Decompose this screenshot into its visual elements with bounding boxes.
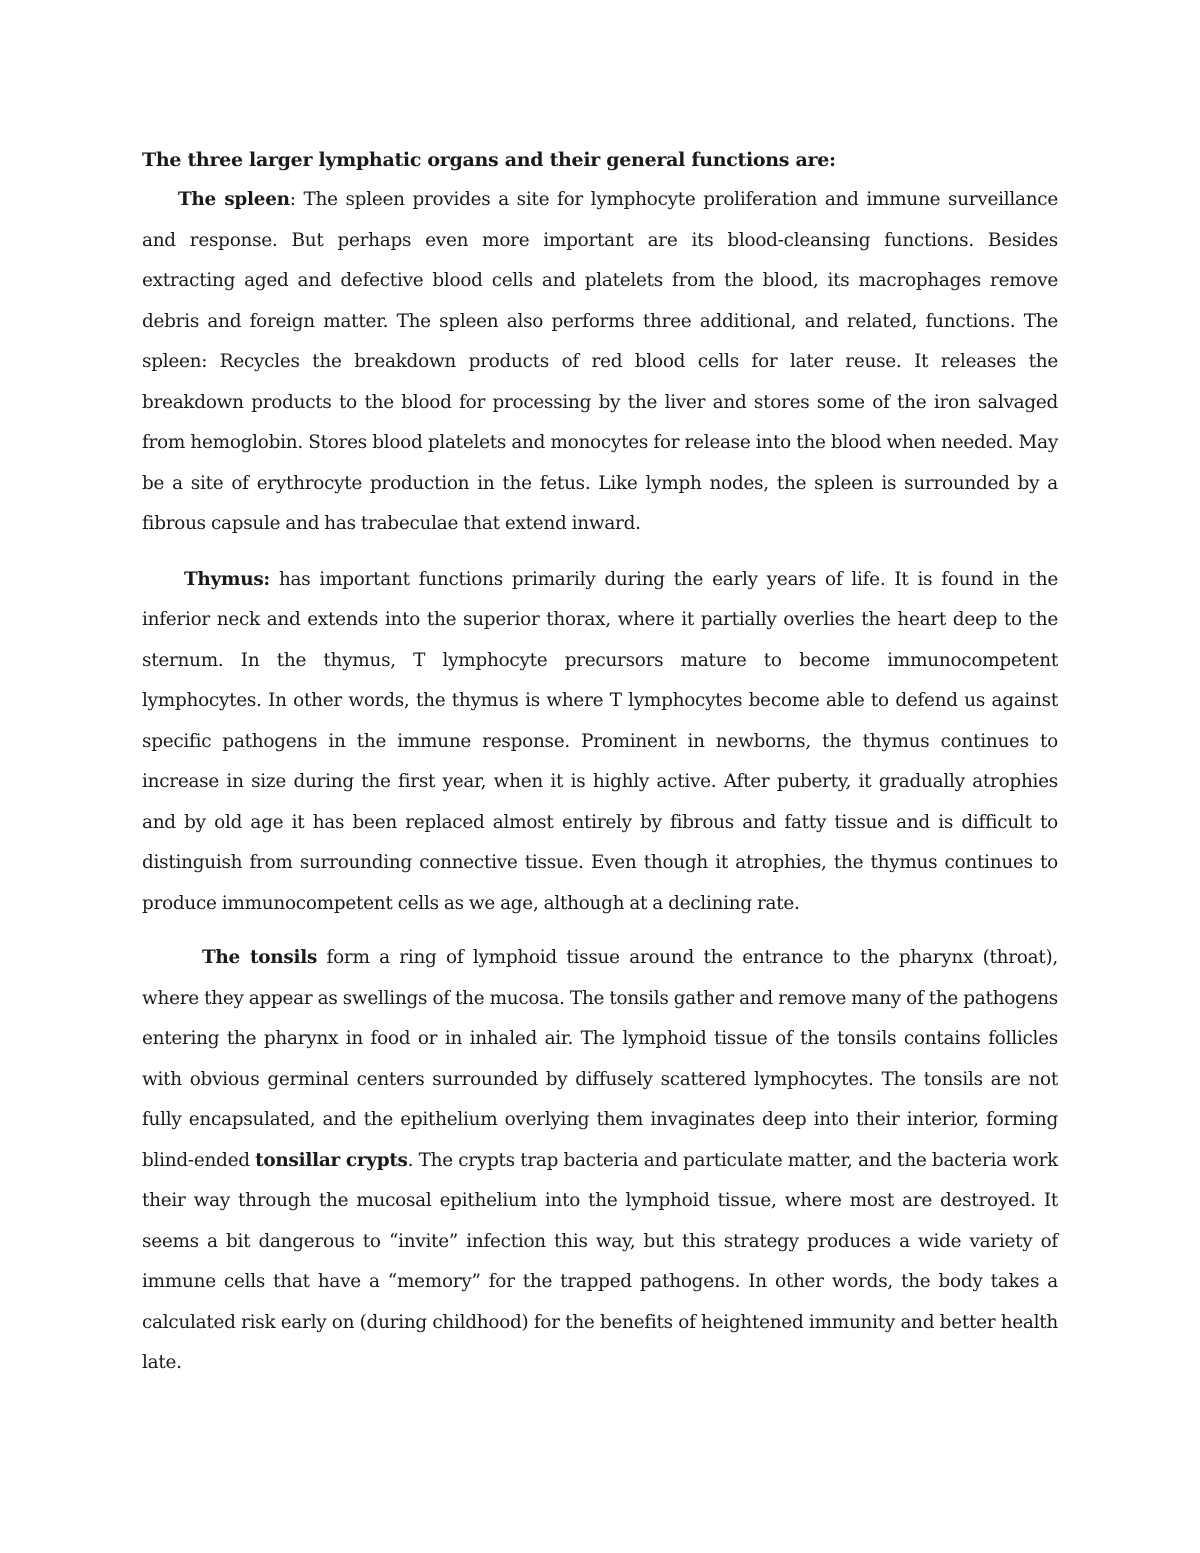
thymus-text: has important functions primarily during the early years of life. It is found in the inferior neck and extends into the superior thorax, where it partially overlies the heart deep to the sternum. In the thymus, T lymphocyte precursors mature to become immunocompetent lymphocytes. In other words, the thymus is where T lymphocytes become able to defend us against specific pathogens in the immune response. Prominent in newborns, the thymus continues to increase in size during the first year, when it is highly active. After puberty, it gradually atrophies and by old age it has been replaced almost entirely by fibrous and fatty tissue and is difficult to distinguish from surrounding connective tissue. Even though it atrophies, the thymus continues to produce immunocompetent cells as we age, although at a declining rate. bbox=[142, 568, 1058, 914]
spleen-term: The spleen bbox=[178, 189, 290, 210]
spleen-paragraph bbox=[142, 180, 1058, 545]
spleen-text: : The spleen provides a site for lymphocyte proliferation and immune surveillance and response. But perhaps even more important are its blood-cleansing functions. Besides extracting aged and defective blood cells and platelets from the blood, its macrophages remove debris and foreign matter. The spleen also performs three additional, and related, functions. The spleen: Recycles the breakdown products of red blood cells for later reuse. It releases the breakdown products to the blood for processing by the liver and stores some of the iron salvaged from hemoglobin. Stores blood platelets and monocytes for release into the blood when needed. May be a site of erythrocyte production in the fetus. Like lymph nodes, the spleen is surrounded by a fibrous capsule and has trabeculae that extend inward. bbox=[142, 189, 1058, 534]
tonsils-text-2: . The crypts trap bacteria and particulate matter, and the bacteria work their way through the mucosal epithelium into the lymphoid tissue, where most are destroyed. It seems a bit dangerous to “invite” infection this way, but this strategy produces a wide variety of immune cells that have a “memory” for the trapped pathogens. In other words, the body takes a calculated risk early on (during childhood) for the benefits of heightened immunity and better health late. bbox=[142, 1149, 1059, 1373]
thymus-paragraph bbox=[142, 560, 1058, 925]
tonsils-term: The tonsils bbox=[202, 947, 318, 968]
tonsils-paragraph bbox=[142, 938, 1058, 1384]
tonsils-text-1: form a ring of lymphoid tissue around the entrance to the pharynx (throat), where they appear as swellings of the mucosa. The tonsils gather and remove many of the pathogens entering the pharynx in food or in inhaled air. The lymphoid tissue of the tonsils contains follicles with obvious germinal centers surrounded by diffusely scattered lymphocytes. The tonsils are not fully encapsulated, and the epithelium overlying them invaginates deep into their interior, forming blind-ended bbox=[142, 947, 1058, 1171]
document-heading: The three larger lymphatic organs and their general functions are: bbox=[142, 149, 836, 171]
document-page bbox=[142, 140, 1058, 1384]
thymus-term: Thymus: bbox=[184, 568, 270, 590]
tonsillar-crypts-term: tonsillar crypts bbox=[255, 1149, 408, 1171]
